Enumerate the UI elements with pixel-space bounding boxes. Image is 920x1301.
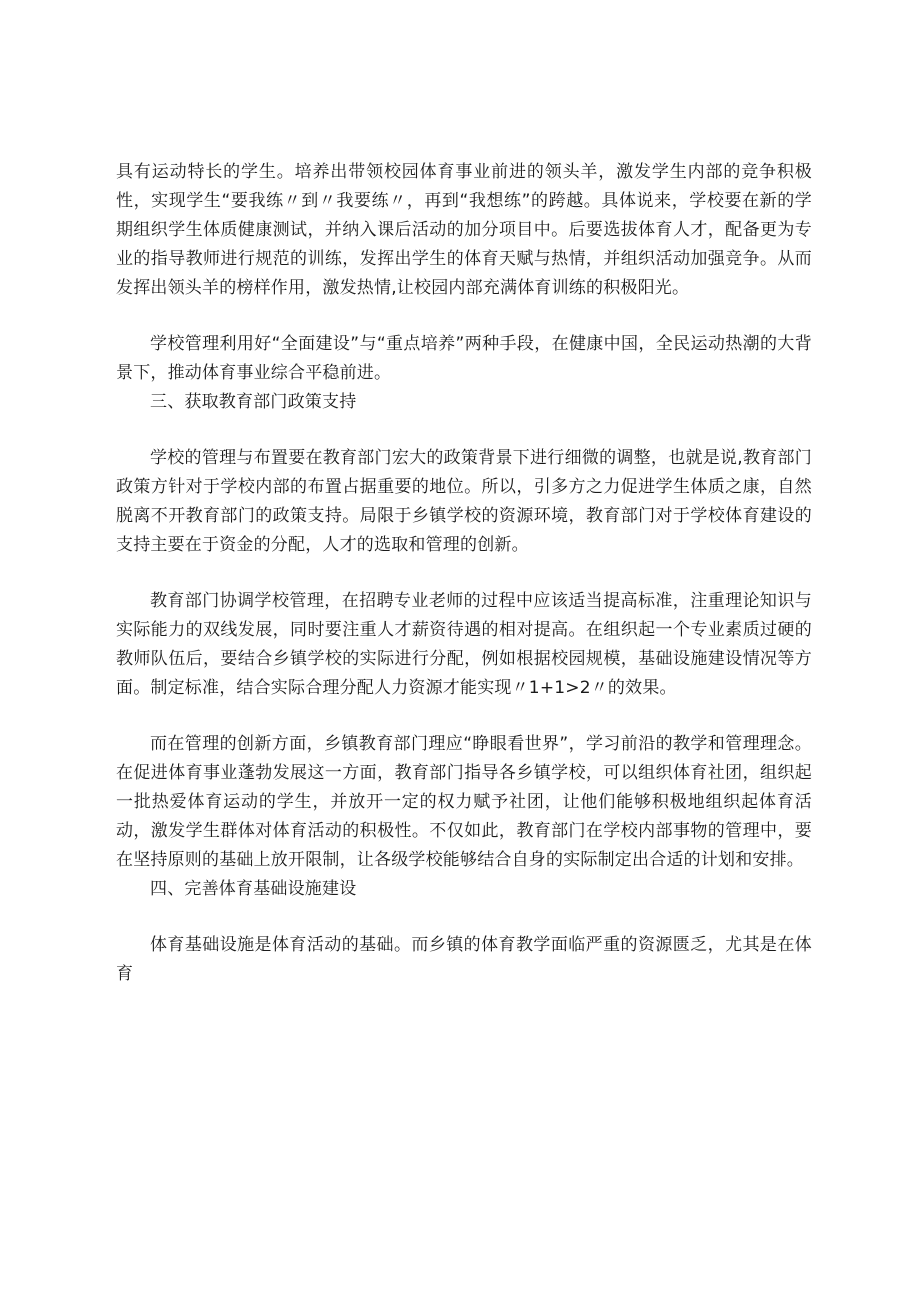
document-body bbox=[116, 158, 812, 989]
paragraph-management-innovation: 而在管理的创新方面，乡镇教育部门理应“睁眼看世界”，学习前沿的教学和管理理念。在促进体育事业蓬勃发展这一方面，教育部门指导各乡镇学校，可以组织体育社团，组织起一批热爱体育运动的学生，并放开一定的权力赋予社团，让他们能够积极地组织起体育活动，激发学生群体对体育活动的积极性。不仅如此，教育部门在学校内部事物的管理中，要在坚持原则的基础上放开限制，让各级学校能够结合自身的实际制定出合适的计划和安排。 bbox=[116, 734, 812, 870]
paragraph-teacher-recruitment: 教育部门协调学校管理，在招聘专业老师的过程中应该适当提高标准，注重理论知识与实际能力的双线发展，同时要注重人才薪资待遇的相对提高。在组织起一个专业素质过硬的教师队伍后，要结合乡镇学校的实际进行分配，例如根据校园规模，基础设施建设情况等方面。制定标准，结合实际合理分配人力资源才能实现〃1+1>2〃的效果。 bbox=[116, 591, 812, 698]
paragraph-continuation: 具有运动特长的学生。培养出带领校园体育事业前进的领头羊，激发学生内部的竞争积极性，实现学生“要我练〃到〃我要练〃，再到“我想练”的跨越。具体说来，学校要在新的学期组织学生体质健康测试，并纳入课后活动的加分项目中。后要选拔体育人才，配备更为专业的指导教师进行规范的训练，发挥出学生的体育天赋与热情，并组织活动加强竞争。从而发挥出领头羊的榜样作用，激发热情,让校园内部充满体育训练的积极阳光。 bbox=[116, 162, 812, 298]
section-heading-infrastructure: 四、完善体育基础设施建设 bbox=[150, 879, 357, 899]
paragraph-infrastructure-intro: 体育基础设施是体育活动的基础。而乡镇的体育教学面临严重的资源匮乏，尤其是在体育 bbox=[116, 935, 812, 984]
section-heading-policy-support: 三、获取教育部门政策支持 bbox=[150, 392, 357, 412]
paragraph-management-means: 学校管理利用好“全面建设”与“重点培养”两种手段，在健康中国，全民运动热潮的大背景下，推动体育事业综合平稳前进。 bbox=[116, 334, 812, 383]
paragraph-policy-background: 学校的管理与布置要在教育部门宏大的政策背景下进行细微的调整，也就是说,教育部门政策方针对于学校内部的布置占据重要的地位。所以，引多方之力促进学生体质之康，自然脱离不开教育部门的政策支持。局限于乡镇学校的资源环境，教育部门对于学校体育建设的支持主要在于资金的分配，人才的选取和管理的创新。 bbox=[116, 448, 812, 555]
